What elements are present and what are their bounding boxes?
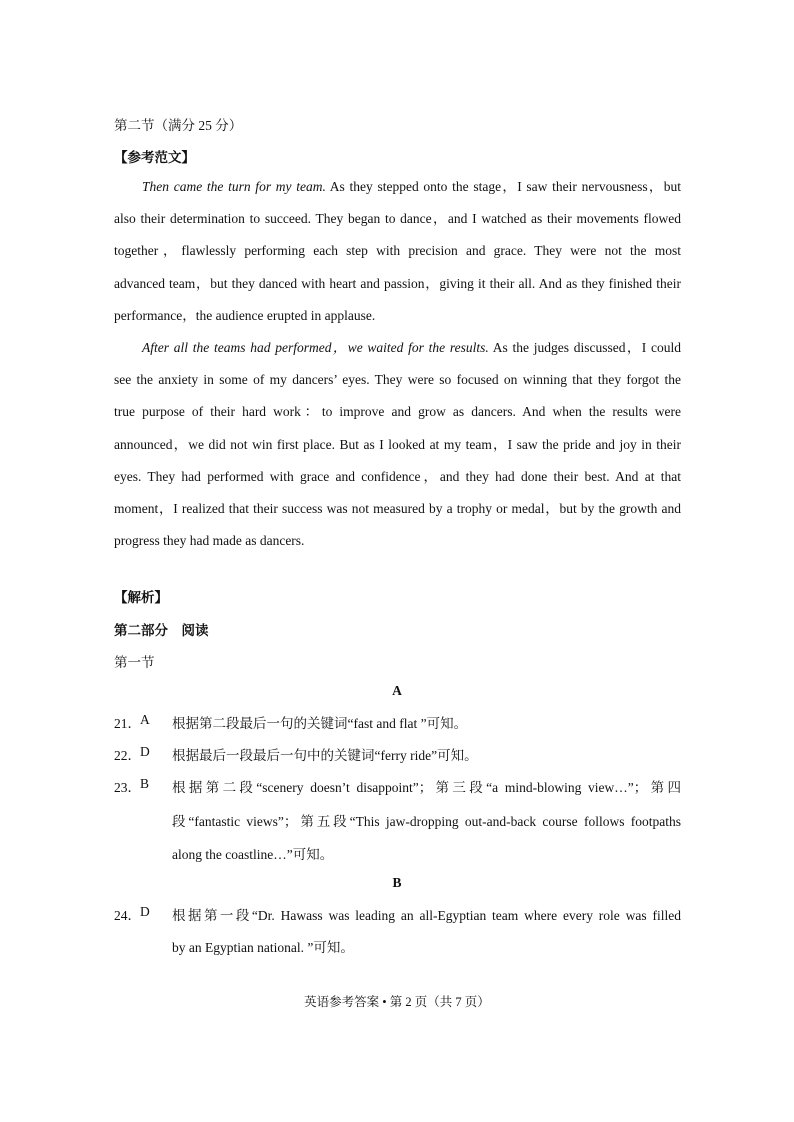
- essay-line: progress they had made as dancers.: [114, 533, 305, 549]
- model-essay-label: 【参考范文】: [114, 150, 195, 165]
- essay-line: After all the teams had performed，we waited for the results. As the judges discussed，I could: [142, 340, 681, 355]
- essay-line: moment，I realized that their success was not measured by a trophy or medal，but by the growth and: [114, 500, 681, 516]
- answer-explanation: 根据第二段最后一句的关键词“fast and flat ”可知。: [172, 716, 468, 731]
- answer-letter: D: [140, 904, 150, 919]
- essay-paragraph-1: [114, 171, 681, 332]
- question-number: 22．: [114, 748, 141, 763]
- passage-b-heading: B: [392, 875, 402, 890]
- question-number: 21．: [114, 716, 141, 731]
- answer-explanation: 段“fantastic views”；第五段“This jaw-dropping out-and-back course follows footpaths: [172, 814, 681, 829]
- passage-a-heading: A: [392, 683, 402, 698]
- answer-explanation: along the coastline…”可知。: [172, 847, 334, 862]
- answer-letter: A: [140, 712, 150, 727]
- section1-title: 第一节: [114, 655, 155, 670]
- essay-line: also their determination to succeed. They began to dance，and I watched as their movements flowed: [114, 211, 681, 227]
- essay-line: announced，we did not win first place. But as I looked at my team，I saw the pride and joy in their: [114, 436, 681, 452]
- page-footer: 英语参考答案 • 第 2 页（共 7 页）: [304, 995, 490, 1009]
- essay-line: eyes. They had performed with grace and confidence，and they had done their best. And at that: [114, 468, 681, 484]
- answer-explanation: 根据最后一段最后一句中的关键词“ferry ride”可知。: [172, 748, 478, 763]
- answer-letter: B: [140, 776, 150, 791]
- question-number: 24．: [114, 908, 141, 923]
- essay-line: performance，the audience erupted in applause.: [114, 307, 376, 323]
- essay-line: true purpose of their hard work：to improve and grow as dancers. And when the results were: [114, 404, 681, 420]
- essay-italic-opening: After all the teams had performed，we waited for the results.: [142, 340, 489, 355]
- essay-line: advanced team，but they danced with heart and passion，giving it their all. And as they finished their: [114, 275, 681, 291]
- question-number: 23．: [114, 780, 141, 795]
- analysis-label: 【解析】: [114, 590, 168, 605]
- answer-letter: D: [140, 744, 150, 759]
- essay-line: Then came the turn for my team. As they stepped onto the stage，I saw their nervousness，but: [142, 179, 681, 194]
- essay-line: see the anxiety in some of my dancers’ eyes. They were so focused on winning that they forgot the: [114, 372, 681, 388]
- essay-paragraph-2: [114, 332, 681, 557]
- answer-explanation: 根据第二段“scenery doesn’t disappoint”；第三段“a mind-blowing view…”；第四: [172, 780, 681, 795]
- answer-explanation: 根据第一段“Dr. Hawass was leading an all-Egyptian team where every role was filled: [172, 908, 681, 923]
- essay-italic-opening: Then came the turn for my team.: [142, 179, 326, 194]
- part2-title: 第二部分 阅读: [114, 623, 209, 638]
- essay-line: together，flawlessly performing each step with precision and grace. They were not the most: [114, 243, 681, 259]
- answer-explanation: by an Egyptian national. ”可知。: [172, 940, 354, 955]
- section2-header: 第二节（满分 25 分）: [114, 118, 243, 133]
